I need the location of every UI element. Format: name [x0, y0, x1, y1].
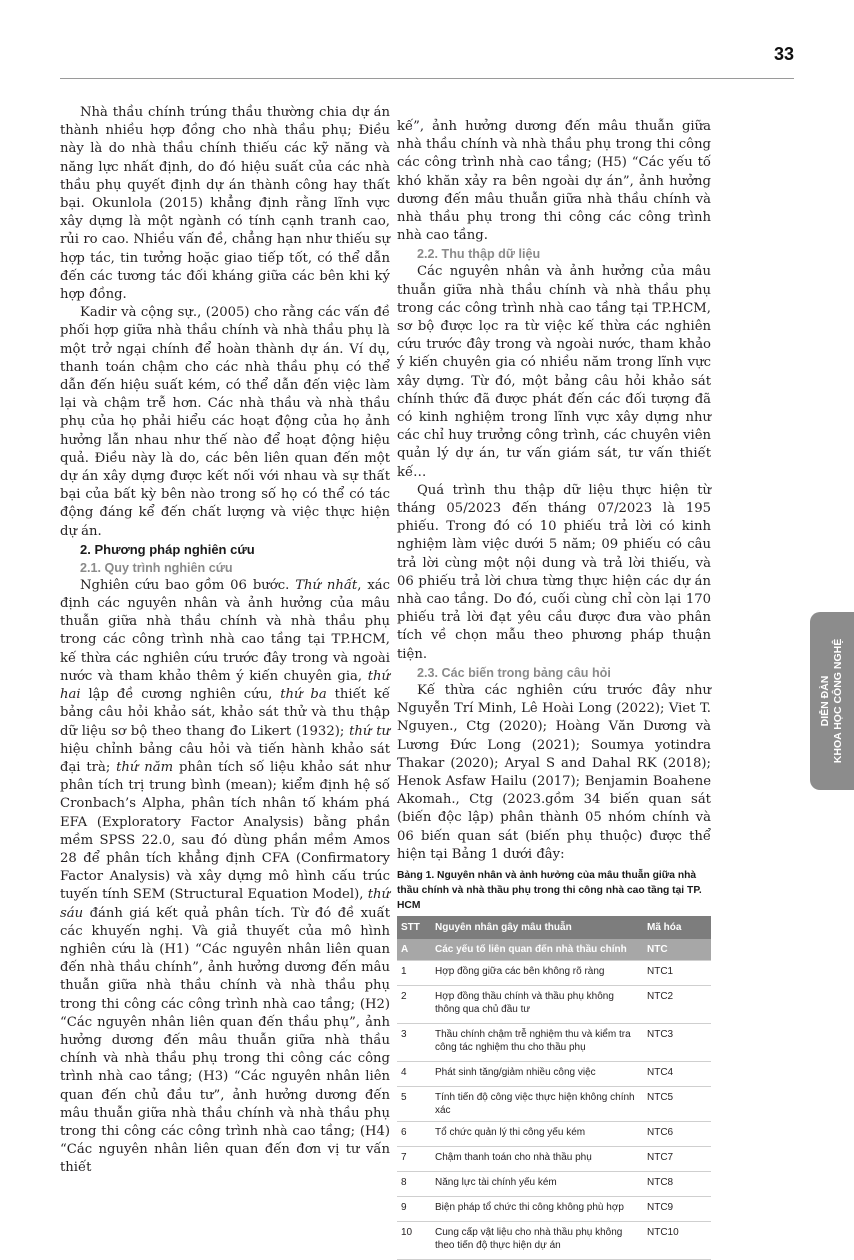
table-cell: NTC10: [643, 1221, 711, 1259]
header-cell: STT: [397, 916, 431, 939]
table-cell: Tính tiến độ công việc thực hiện không chính xác: [431, 1086, 643, 1121]
table-cell: Phát sinh tăng/giảm nhiều công việc: [431, 1061, 643, 1086]
paragraph: Các nguyên nhân và ảnh hưởng của mâu thuẫn giữa nhà thầu chính và nhà thầu phụ trong các công trình nhà cao tầng tại TP.HCM, sơ bộ được lọc ra từ việc kế thừa các nghiên cứu trước đây trong và ngoài nước, tham khảo ý kiến chuyên gia có nhiều năm trong lĩnh vực xây dựng. Từ đó, một bảng câu hỏi khảo sát chính thức đã được phát đến các đối tượng đã có kinh nghiệm trong lĩnh vực xây dựng như các chỉ huy trưởng công trình, các chuyên viên quản lý dự án, tư vấn giám sát, tư vấn thiết kế…: [397, 264, 711, 480]
table-cell: NTC3: [643, 1023, 711, 1061]
paragraph: Nhà thầu chính trúng thầu thường chia dự án thành nhiều hợp đồng cho nhà thầu phụ; Điều này là do nhà thầu chính thiếu các kỹ năng và năng lực nhất định, do đó hiệu suất của các nhà thầu phụ quyết định dự án thành công hay thất bại. Okunlola (2015) khẳng định rằng lĩnh vực xây dựng là một ngành có tính cạnh tranh cao, rủi ro cao. Nhiều vấn đề, chẳng hạn như thiếu sự hợp tác, tin tưởng hoặc giao tiếp tốt, có thể dẫn đến các tương tác đối kháng giữa các bên khi ký hợp đồng.: [60, 105, 390, 303]
paragraph: kế”, ảnh hưởng dương đến mâu thuẫn giữa nhà thầu chính và nhà thầu phụ trong thi công các công trình nhà cao tầng; (H5) “Các yếu tố khó khăn xảy ra bên ngoài dự án”, ảnh hưởng dương đến mâu thuẫn giữa nhà thầu chính và nhà thầu phụ trong thi công các công trình nhà cao tầng.: [397, 119, 711, 244]
table-cell: 5: [397, 1086, 431, 1121]
group-cell: A: [397, 939, 431, 961]
table-cell: Hợp đồng thầu chính và thầu phụ không thông qua chủ đầu tư: [431, 985, 643, 1023]
group-cell: Các yếu tố liên quan đến nhà thầu chính: [431, 939, 643, 961]
header-rule: [60, 78, 794, 79]
table-row: [397, 985, 711, 1023]
subsection-heading: 2.3. Các biến trong bảng câu hỏi: [417, 665, 611, 680]
table-row: [397, 1061, 711, 1086]
table-cell: 8: [397, 1171, 431, 1196]
table-cell: 10: [397, 1221, 431, 1259]
table-row: [397, 1221, 711, 1259]
table-cell: 6: [397, 1121, 431, 1146]
table-cell: NTC7: [643, 1146, 711, 1171]
table-1: [397, 916, 711, 1260]
table-row: [397, 1146, 711, 1171]
subsection-heading: 2.2. Thu thập dữ liệu: [417, 247, 541, 262]
table-cell: NTC2: [643, 985, 711, 1023]
table-cell: Biện pháp tổ chức thi công không phù hợp: [431, 1196, 643, 1221]
section-heading: 2. Phương pháp nghiên cứu: [80, 541, 255, 557]
table-cell: NTC6: [643, 1121, 711, 1146]
side-tab-label: DIỄN ĐÀN KHOA HỌC CÔNG NGHỆ: [819, 638, 844, 764]
table-cell: Năng lực tài chính yếu kém: [431, 1171, 643, 1196]
table-row: [397, 1196, 711, 1221]
group-cell: NTC: [643, 939, 711, 961]
left-column: [60, 104, 390, 1178]
table-caption: Bảng 1. Nguyên nhân và ảnh hưởng của mâu thuẫn giữa nhà thầu chính và nhà thầu phụ trong thi công nhà cao tầng tại TP. HCM: [397, 869, 702, 911]
table-cell: 9: [397, 1196, 431, 1221]
table-cell: NTC8: [643, 1171, 711, 1196]
section-side-tab: [810, 612, 854, 790]
table-cell: NTC1: [643, 960, 711, 985]
subsection-heading: 2.1. Quy trình nghiên cứu: [80, 560, 233, 575]
paragraph: Quá trình thu thập dữ liệu thực hiện từ tháng 05/2023 đến tháng 07/2023 là 195 phiếu. Trong đó có 10 phiếu trả lời có kinh nghiệm làm việc dưới 5 năm; 09 phiếu có câu trả lời cùng một nội dung và trả lời thiếu, và 06 phiếu trả lời chưa từng thực hiện các dự án nhà cao tầng. Do đó, cuối cùng chỉ còn lại 170 phiếu trả lời đạt yêu cầu được đưa vào phân tích về chọn mẫu theo phương pháp thuận tiện.: [397, 482, 711, 662]
right-column: [397, 118, 711, 1260]
table-cell: 3: [397, 1023, 431, 1061]
table-cell: Thầu chính chậm trễ nghiệm thu và kiểm tra công tác nghiệm thu cho thầu phụ: [431, 1023, 643, 1061]
table-cell: Hợp đồng giữa các bên không rõ ràng: [431, 960, 643, 985]
table-row: [397, 1086, 711, 1121]
table-cell: Tổ chức quản lý thi công yếu kém: [431, 1121, 643, 1146]
table-cell: 7: [397, 1146, 431, 1171]
table-cell: NTC4: [643, 1061, 711, 1086]
table-header-row: [397, 916, 711, 939]
table-row: [397, 1023, 711, 1061]
table-row: [397, 1171, 711, 1196]
page-number: 33: [773, 44, 794, 64]
table-cell: Chậm thanh toán cho nhà thầu phụ: [431, 1146, 643, 1171]
table-cell: NTC5: [643, 1086, 711, 1121]
table-group-row: [397, 939, 711, 961]
table-cell: 4: [397, 1061, 431, 1086]
paragraph: Kadir và cộng sự., (2005) cho rằng các vấn đề phối hợp giữa nhà thầu chính và nhà thầu phụ là một trở ngại chính để hoàn thành dự án. Ví dụ, thanh toán chậm cho các nhà thầu phụ có thể dẫn đến hiệu suất kém, có thể dẫn đến việc làm lại và chậm trễ hơn. Các nhà thầu và nhà thầu phụ của họ phải hiểu các hoạt động của họ ảnh hưởng lẫn nhau như thế nào để hoạt động hiệu quả. Điều này là do, các bên liên quan đến một dự án xây dựng được kết nối với nhau và sự thất bại của bất kỳ bên nào trong số họ có thể có tác động đáng kể đến chất lượng và việc thực hiện dự án.: [60, 305, 390, 539]
table-row: [397, 1121, 711, 1146]
table-row: [397, 960, 711, 985]
table-cell: 2: [397, 985, 431, 1023]
header-cell: Mã hóa: [643, 916, 711, 939]
table-cell: 1: [397, 960, 431, 985]
table-cell: Cung cấp vật liệu cho nhà thầu phụ không theo tiến độ thực hiện dự án: [431, 1221, 643, 1259]
paragraph: Kế thừa các nghiên cứu trước đây như Nguyễn Trí Minh, Lê Hoài Long (2022); Viet T. Nguyen., Ctg (2020); Hoàng Văn Dương và Lương Đức Long (2021); Soumya yotindra Thakar (2020); Aryal S and Dahal RK (2018); Henok Asfaw Hailu (2017); Benjamin Boahene Akomah., Ctg (2023.gồm 34 biến quan sát (biến độc lập) phân thành 05 nhóm chính và 06 biến quan sát (biến phụ thuộc) được thể hiện tại Bảng 1 dưới đây:: [397, 682, 711, 862]
paragraph: Nghiên cứu bao gồm 06 bước. Thứ nhất, xác định các nguyên nhân và ảnh hưởng của mâu thuẫn giữa nhà thầu chính và nhà thầu phụ trong các công trình nhà cao tầng tại TP.HCM, kế thừa các nghiên cứu trước đây trong và ngoài nước và tham khảo thêm ý kiến chuyên gia, thứ hai lập đề cương nghiên cứu, thứ ba thiết kế bảng câu hỏi khảo sát, khảo sát thử và thu thập dữ liệu sơ bộ theo thang đo Likert (1932); thứ tư hiệu chỉnh bảng câu hỏi và tiến hành khảo sát đại trà; thứ năm phân tích số liệu khảo sát như phân tích trị trung bình (mean); kiểm định hệ số Cronbach’s Alpha, phân tích nhân tố khám phá EFA (Exploratory Factor Analysis) bằng phần mềm SPSS 22.0, sau đó dùng phần mềm Amos 28 để phân tích khẳng định CFA (Confirmatory Factor Analysis) và xây dựng mô hình cấu trúc tuyến tính SEM (Structural Equation Model), thứ sáu đánh giá kết quả phân tích. Từ đó đề xuất các khuyến nghị. Và giả thuyết của mô hình nghiên cứu là (H1) “Các nguyên nhân liên quan đến nhà thầu chính”, ảnh hưởng dương đến mâu thuẫn giữa nhà thầu chính và nhà thầu phụ trong thi công các công trình nhà cao tầng; (H2) “Các nguyên nhân liên quan đến thầu phụ”, ảnh hưởng dương đến mâu thuẫn giữa nhà thầu chính và nhà thầu phụ trong thi công các công trình nhà cao tầng; (H3) “Các nguyên nhân liên quan đến chủ đầu tư”, ảnh hưởng dương đến mâu thuẫn giữa nhà thầu chính và nhà thầu phụ trong thi công các công trình nhà cao tầng; (H4) “Các nguyên nhân liên quan đến đơn vị tư vấn thiết: [60, 577, 390, 1176]
table-cell: NTC9: [643, 1196, 711, 1221]
header-cell: Nguyên nhân gây mâu thuẫn: [431, 916, 643, 939]
